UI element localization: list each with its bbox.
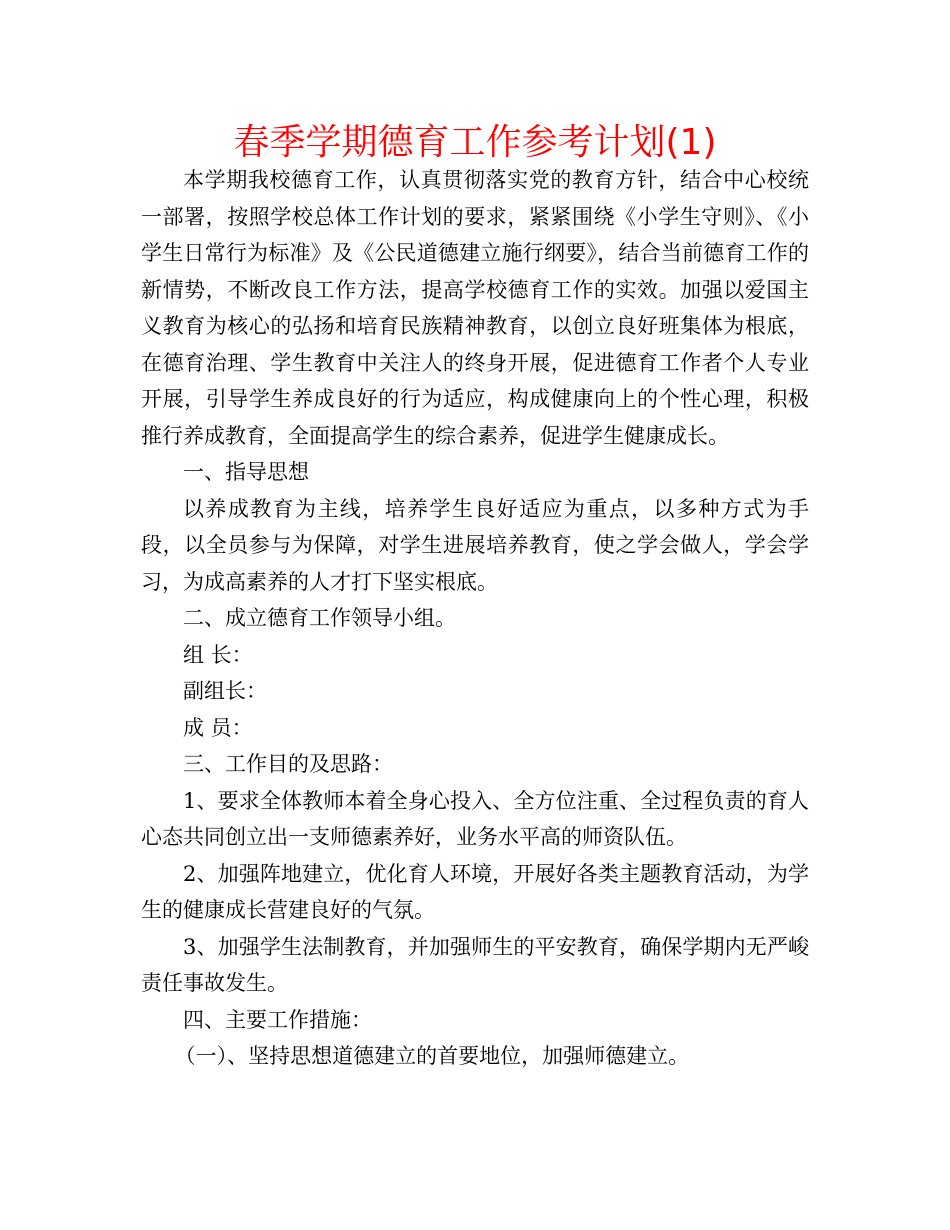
measure-item-1: （一）、坚持思想道德建立的首要地位，加强师德建立。 [174, 1044, 690, 1068]
paragraph-guiding-ideology: 以养成教育为主线，培养学生良好适应为重点，以多种方式为手段，以全员参与为保障，对学生进展培养教育，使之学会做人，学会学习，为成高素养的人才打下坚实根底。 [141, 496, 809, 594]
heading-guiding-ideology: 一、指导思想 [183, 460, 309, 484]
members-line: 成 员： [183, 715, 253, 740]
heading-measures: 四、主要工作措施： [183, 1007, 372, 1032]
heading-leadership-group: 二、成立德育工作领导小组。 [183, 606, 456, 630]
deputy-leader-line: 副组长： [183, 679, 267, 703]
document-body [141, 162, 809, 1075]
goal-item-1: 1、要求全体教师本着全身心投入、全方位注重、全过程负责的育人心态共同创立出一支师德素养好，业务水平高的师资队伍。 [141, 788, 809, 849]
heading-goals: 三、工作目的及思路： [183, 752, 393, 776]
group-leader-line: 组 长： [183, 642, 253, 667]
goal-item-3: 3、加强学生法制教育，并加强师生的平安教育，确保学期内无严峻责任事故发生。 [141, 934, 809, 995]
document-title: 春季学期德育工作参考计划(1) [233, 122, 717, 163]
goal-item-2: 2、加强阵地建立，优化育人环境，开展好各类主题教育活动，为学生的健康成长营建良好的气氛。 [141, 861, 809, 922]
paragraph-intro: 本学期我校德育工作，认真贯彻落实党的教育方针，结合中心校统一部署，按照学校总体工作计划的要求，紧紧围绕《小学生守则》、《小学生日常行为标准》及《公民道德建立施行纲要》，结合当前德育工作的新情势，不断改良工作方法，提高学校德育工作的实效。加强以爱国主义教育为核心的弘扬和培育民族精神教育，以创立良好班集体为根底，在德育治理、学生教育中关注人的终身开展，促进德育工作者个人专业开展，引导学生养成良好的行为适应，构成健康向上的个性心理，积极推行养成教育，全面提高学生的综合素养，促进学生健康成长。 [141, 168, 809, 448]
